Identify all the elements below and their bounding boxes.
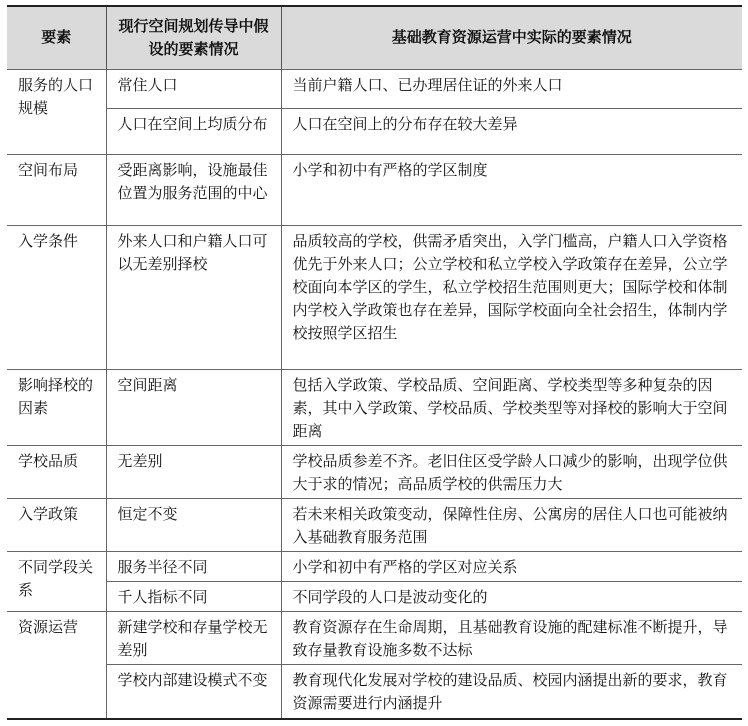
table-row [7, 369, 742, 445]
header-actual: 基础教育资源运营中实际的要素情况 [281, 6, 742, 69]
table-body [7, 69, 742, 719]
assumed-cell: 学校内部建设模式不变 [106, 664, 281, 719]
assumed-cell: 无差别 [106, 445, 281, 498]
actual-cell: 教育资源存在生命周期，且基础教育设施的配建标准不断提升，导致存量教育设施多数不达标 [281, 611, 742, 664]
actual-cell: 不同学段的人口是波动变化的 [281, 581, 742, 611]
factor-cell: 学校品质 [7, 445, 106, 498]
actual-cell: 包括入学政策、学校品质、空间距离、学校类型等多种复杂的因素，其中入学政策、学校品质、学校类型等对择校的影响大于空间距离 [281, 369, 742, 445]
table-row [7, 664, 742, 719]
factor-cell: 入学政策 [7, 498, 106, 551]
table-row [7, 445, 742, 498]
actual-cell: 品质较高的学校，供需矛盾突出，入学门槛高，户籍人口入学资格优先于外来人口；公立学校和私立学校入学政策存在差异，公立学校面向本学区的学生，私立学校招生范围则更大；国际学校和体制内学校入学政策也存在差异，国际学校面向全社会招生，体制内学校按照学区招生 [281, 225, 742, 369]
table-row [7, 225, 742, 369]
table-row [7, 498, 742, 551]
assumed-cell: 空间距离 [106, 369, 281, 445]
factor-cell: 空间布局 [7, 154, 106, 225]
actual-cell: 小学和初中有严格的学区制度 [281, 154, 742, 225]
factor-cell: 影响择校的因素 [7, 369, 106, 445]
table-row [7, 154, 742, 225]
actual-cell: 人口在空间上的分布存在较大差异 [281, 108, 742, 154]
actual-cell: 当前户籍人口、已办理居住证的外来人口 [281, 69, 742, 108]
actual-cell: 教育现代化发展对学校的建设品质、校园内涵提出新的要求，教育资源需要进行内涵提升 [281, 664, 742, 719]
table-row [7, 611, 742, 664]
assumed-cell: 常住人口 [106, 69, 281, 108]
factor-cell: 不同学段关系 [7, 551, 106, 611]
actual-cell: 学校品质参差不齐。老旧住区受学龄人口减少的影响，出现学位供大于求的情况；高品质学校的供需压力大 [281, 445, 742, 498]
table-row [7, 69, 742, 108]
factor-comparison-table [7, 5, 742, 720]
assumed-cell: 恒定不变 [106, 498, 281, 551]
actual-cell: 小学和初中有严格的学区对应关系 [281, 551, 742, 581]
assumed-cell: 服务半径不同 [106, 551, 281, 581]
assumed-cell: 人口在空间上均质分布 [106, 108, 281, 154]
header-assumed: 现行空间规划传导中假设的要素情况 [106, 6, 281, 69]
factor-cell: 资源运营 [7, 611, 106, 719]
assumed-cell: 受距离影响，设施最佳位置为服务范围的中心 [106, 154, 281, 225]
header-row [7, 6, 742, 69]
table-row [7, 551, 742, 581]
assumed-cell: 外来人口和户籍人口可以无差别择校 [106, 225, 281, 369]
table-row [7, 108, 742, 154]
actual-cell: 若未来相关政策变动，保障性住房、公寓房的居住人口也可能被纳入基础教育服务范围 [281, 498, 742, 551]
assumed-cell: 千人指标不同 [106, 581, 281, 611]
assumed-cell: 新建学校和存量学校无差别 [106, 611, 281, 664]
header-factor: 要素 [7, 6, 106, 69]
factor-cell: 入学条件 [7, 225, 106, 369]
table-row [7, 581, 742, 611]
factor-cell: 服务的人口规模 [7, 69, 106, 154]
table-header [7, 6, 742, 69]
